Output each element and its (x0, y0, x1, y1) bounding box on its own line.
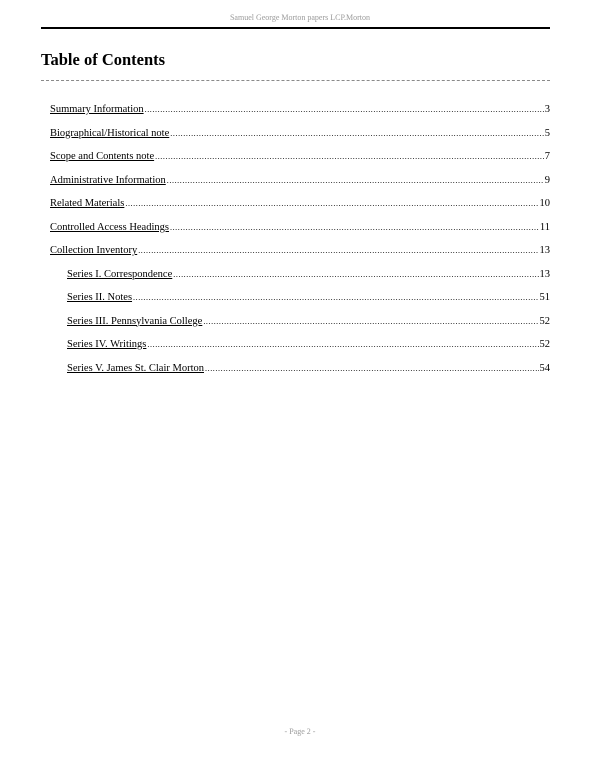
toc-link[interactable]: Series II. Notes (67, 292, 133, 303)
toc-link[interactable]: Scope and Contents note (50, 151, 155, 162)
header-rule (41, 27, 550, 29)
dot-leader (170, 219, 539, 237)
toc-link[interactable]: Biographical/Historical note (50, 127, 170, 139)
toc-entry-related-materials (50, 195, 550, 219)
dot-leader (173, 266, 538, 284)
toc-page-number: 13 (539, 268, 550, 280)
toc-page-number: 52 (539, 339, 550, 350)
toc-page-number: 5 (544, 127, 550, 139)
toc-link[interactable]: Series I. Correspondence (67, 268, 173, 280)
toc-page-number: 54 (539, 362, 550, 374)
toc-entry-series-i-correspondence (50, 266, 550, 290)
title-divider (41, 80, 550, 81)
toc-entry-series-ii-notes (50, 289, 550, 313)
dot-leader (205, 360, 539, 378)
toc-link[interactable]: Administrative Information (50, 174, 166, 186)
toc-link[interactable]: Related Materials (50, 198, 125, 209)
running-header: Samuel George Morton papers LCP.Morton (229, 13, 371, 22)
toc-entry-controlled-access-headings (50, 219, 550, 243)
toc-entry-summary-information (50, 101, 550, 125)
dot-leader (147, 336, 538, 354)
toc-link[interactable]: Series IV. Writings (67, 339, 147, 350)
toc-entry-series-v-james-st-clair-morton (50, 360, 550, 384)
toc-entry-biographical-historical-note (50, 125, 550, 149)
page-title: Table of Contents (41, 50, 166, 69)
toc-page-number: 52 (539, 315, 550, 327)
dot-leader (138, 242, 538, 260)
toc-page-number: 51 (539, 292, 550, 303)
toc-link[interactable]: Series III. Pennsylvania College (67, 315, 203, 327)
toc-link[interactable]: Series V. James St. Clair Morton (67, 362, 204, 374)
toc-entry-collection-inventory (50, 242, 550, 266)
toc-page-number: 3 (544, 104, 550, 115)
dot-leader (125, 195, 538, 213)
dot-leader (145, 101, 544, 119)
table-of-contents (50, 101, 550, 383)
dot-leader (170, 125, 543, 143)
toc-page-number: 9 (544, 174, 550, 186)
dot-leader (203, 313, 538, 331)
page-footer: - Page 2 - (284, 727, 316, 736)
dot-leader (167, 172, 544, 190)
toc-link[interactable]: Controlled Access Headings (50, 221, 169, 233)
toc-entry-series-iii-pennsylvania-college (50, 313, 550, 337)
toc-link[interactable]: Collection Inventory (50, 245, 138, 256)
toc-entry-administrative-information (50, 172, 550, 196)
toc-page-number: 10 (539, 198, 550, 209)
toc-page-number: 13 (539, 245, 550, 256)
dot-leader (133, 289, 538, 307)
dot-leader (155, 148, 544, 166)
toc-entry-series-iv-writings (50, 336, 550, 360)
toc-entry-scope-and-contents-note (50, 148, 550, 172)
toc-page-number: 7 (544, 151, 550, 162)
toc-link[interactable]: Summary Information (50, 104, 144, 115)
toc-page-number: 11 (539, 221, 550, 233)
